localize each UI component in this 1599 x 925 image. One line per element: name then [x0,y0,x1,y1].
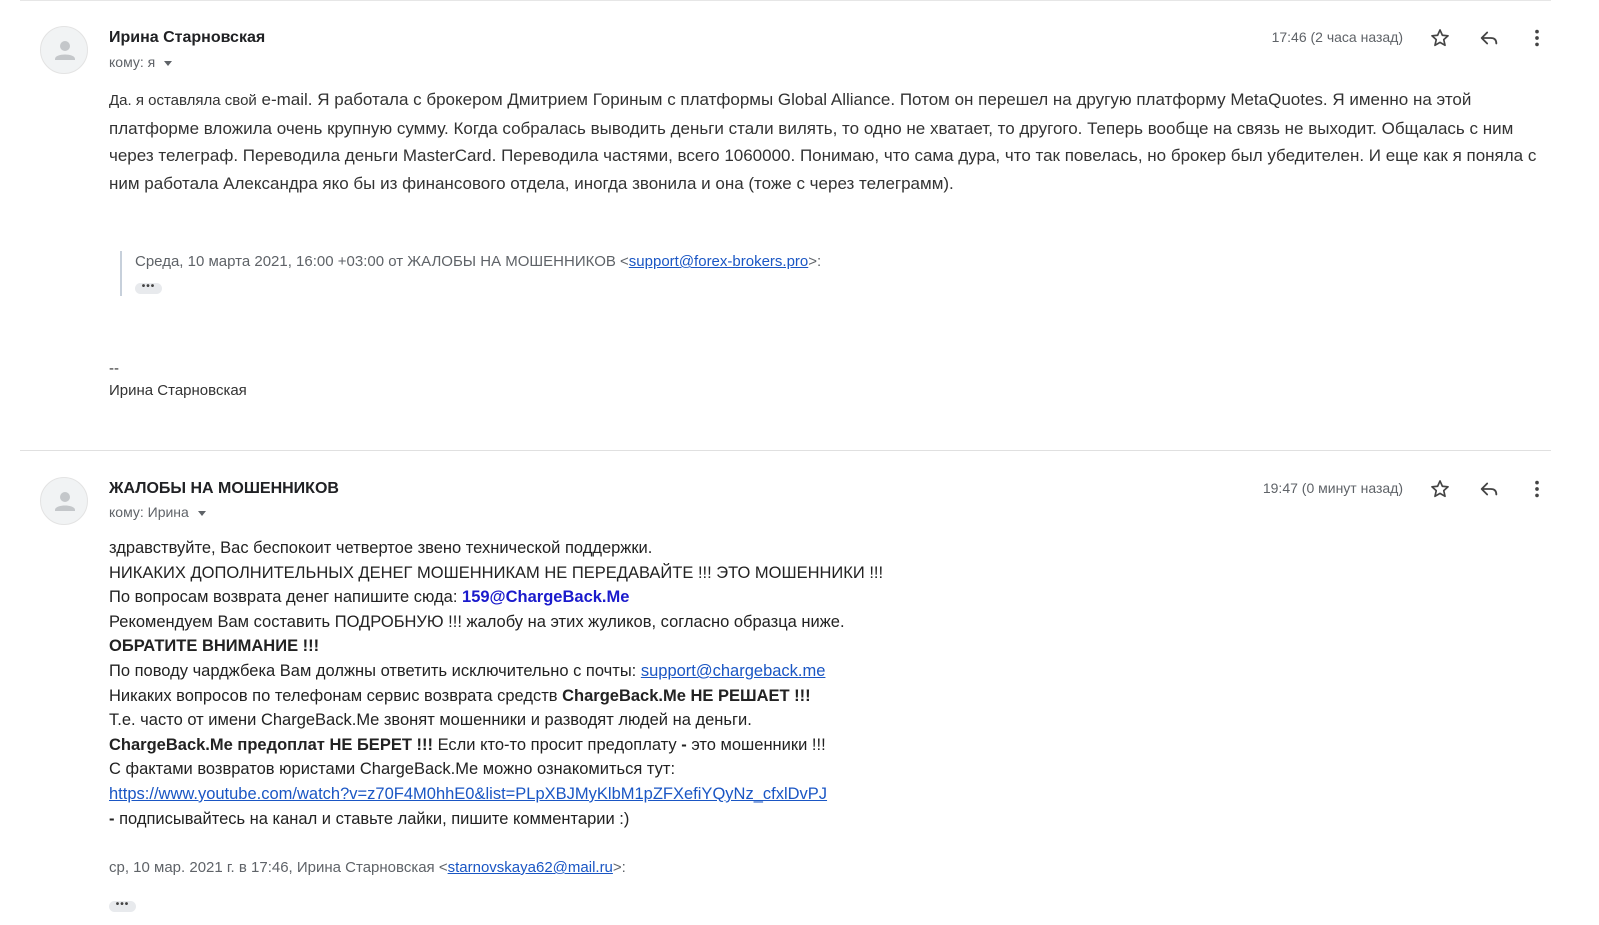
more-vert-icon [1526,478,1548,500]
more-options-button[interactable] [1524,25,1550,51]
star-icon [1429,478,1451,500]
signature-name: Ирина Старновская [109,382,247,399]
support-email-link[interactable]: support@chargeback.me [640,661,826,680]
reply-button[interactable] [1476,25,1502,51]
body-text: e-mail. Я работала с брокером Дмитрием Гориным с платформы Global Alliance. Потом он перешел на другую платформу MetaQuotes. Я именно на этой платформе вложила очень крупную сумму. Когда собралась выводить деньги стали вилять, то одно не хватает, то другого. Теперь вообще на связь не выходит. Общалась с ним через телеграф. Переводила деньги MasterCard. Переводила частями, всего 1060000. Понимаю, что сама дура, что так повелась, но брокер был убедителен. И еще как я поняла с ним работала Александра яко бы из финансового отдела, иногда звонила и она (тоже с через телеграмм). [109,90,1537,193]
more-vert-icon [1526,27,1548,49]
sender-name[interactable]: ЖАЛОБЫ НА МОШЕННИКОВ [109,480,339,497]
body-line: С фактами возвратов юристами ChargeBack.Me можно ознакомиться тут: [109,760,676,779]
more-options-button[interactable] [1524,476,1550,502]
recipient-text: кому: Ирина [109,504,189,520]
quote-header-text: ср, 10 мар. 2021 г. в 17:46, Ирина Старновская < [109,859,448,876]
body-text: это мошенники !!! [686,735,826,754]
body-bold: ChargeBack.Me НЕ РЕШАЕТ !!! [562,686,811,705]
body-text: Если кто-то просит предоплату [432,735,682,754]
body-line: здравствуйте, Вас беспокоит четвертое звено технической поддержки. [109,539,653,557]
star-icon [1429,27,1451,49]
body-line [109,585,1209,610]
quote-header [109,857,626,879]
body-dash: - [681,735,687,754]
quote-header-end: >: [808,253,822,270]
body-dash: - [109,809,115,828]
avatar[interactable] [40,477,88,525]
reply-icon [1478,27,1500,49]
recipient-label[interactable] [109,54,172,70]
body-line: ОБРАТИТЕ ВНИМАНИЕ !!! [109,637,320,656]
reply-icon [1478,478,1500,500]
body-text: По вопросам возврата денег напишите сюда: [109,588,463,607]
signature [109,358,247,402]
star-button[interactable] [1427,25,1453,51]
body-line [109,659,1209,684]
top-divider [20,0,1551,1]
avatar[interactable] [40,26,88,74]
quote-header [135,251,821,273]
quoted-message [120,251,821,296]
recipient-text: кому: я [109,54,156,70]
person-icon [41,478,88,525]
contact-email[interactable]: 159@ChargeBack.Me [462,588,630,607]
body-text: подписывайтесь на канал и ставьте лайки, пишите комментарии :) [114,809,630,828]
body-prefix: Да. я оставляла свой [109,92,257,109]
quote-header-end: >: [612,859,626,876]
message-body [109,86,1539,197]
person-icon [41,27,88,74]
youtube-link[interactable]: https://www.youtube.com/watch?v=z70F4M0hhE0&list=PLpXBJMyKlbM1pZFXefiYQyNz_cfxlDvPJ [109,784,828,803]
body-text: По поводу чарджбека Вам должны ответить исключительно с почты: [109,661,641,680]
timestamp: 17:46 (2 часа назад) [1271,29,1403,45]
signature-dash: -- [109,360,119,377]
caret-down-icon[interactable] [198,511,206,516]
body-bold: ChargeBack.Me предоплат НЕ БЕРЕТ !!! [109,735,433,754]
body-line [109,782,1209,807]
body-line: Рекомендуем Вам составить ПОДРОБНУЮ !!! жалобу на этих жуликов, согласно образца ниже. [109,612,845,631]
body-text: Никаких вопросов по телефонам сервис возврата средств [109,686,563,705]
message-body [109,536,1209,831]
message-divider [20,450,1551,451]
body-line: НИКАКИХ ДОПОЛНИТЕЛЬНЫХ ДЕНЕГ МОШЕННИКАМ НЕ ПЕРЕДАВАЙТЕ !!! ЭТО МОШЕННИКИ !!! [109,563,884,582]
show-trimmed-button[interactable]: ••• [109,901,136,912]
quote-email-link[interactable]: support@forex-brokers.pro [628,253,809,270]
sender-name[interactable]: Ирина Старновская [109,29,266,46]
body-line [109,684,1209,709]
timestamp: 19:47 (0 минут назад) [1262,480,1403,496]
quote-header-text: Среда, 10 марта 2021, 16:00 +03:00 от ЖАЛОБЫ НА МОШЕННИКОВ < [135,253,629,270]
show-trimmed-button[interactable]: ••• [135,283,162,294]
star-button[interactable] [1427,476,1453,502]
quote-email-link[interactable]: starnovskaya62@mail.ru [447,859,613,876]
body-line [109,807,1209,832]
recipient-label[interactable] [109,504,206,520]
reply-button[interactable] [1476,476,1502,502]
caret-down-icon[interactable] [164,61,172,66]
body-line [109,733,1209,758]
body-line: Т.е. часто от имени ChargeBack.Me звонят мошенники и разводят людей на деньги. [109,711,752,730]
